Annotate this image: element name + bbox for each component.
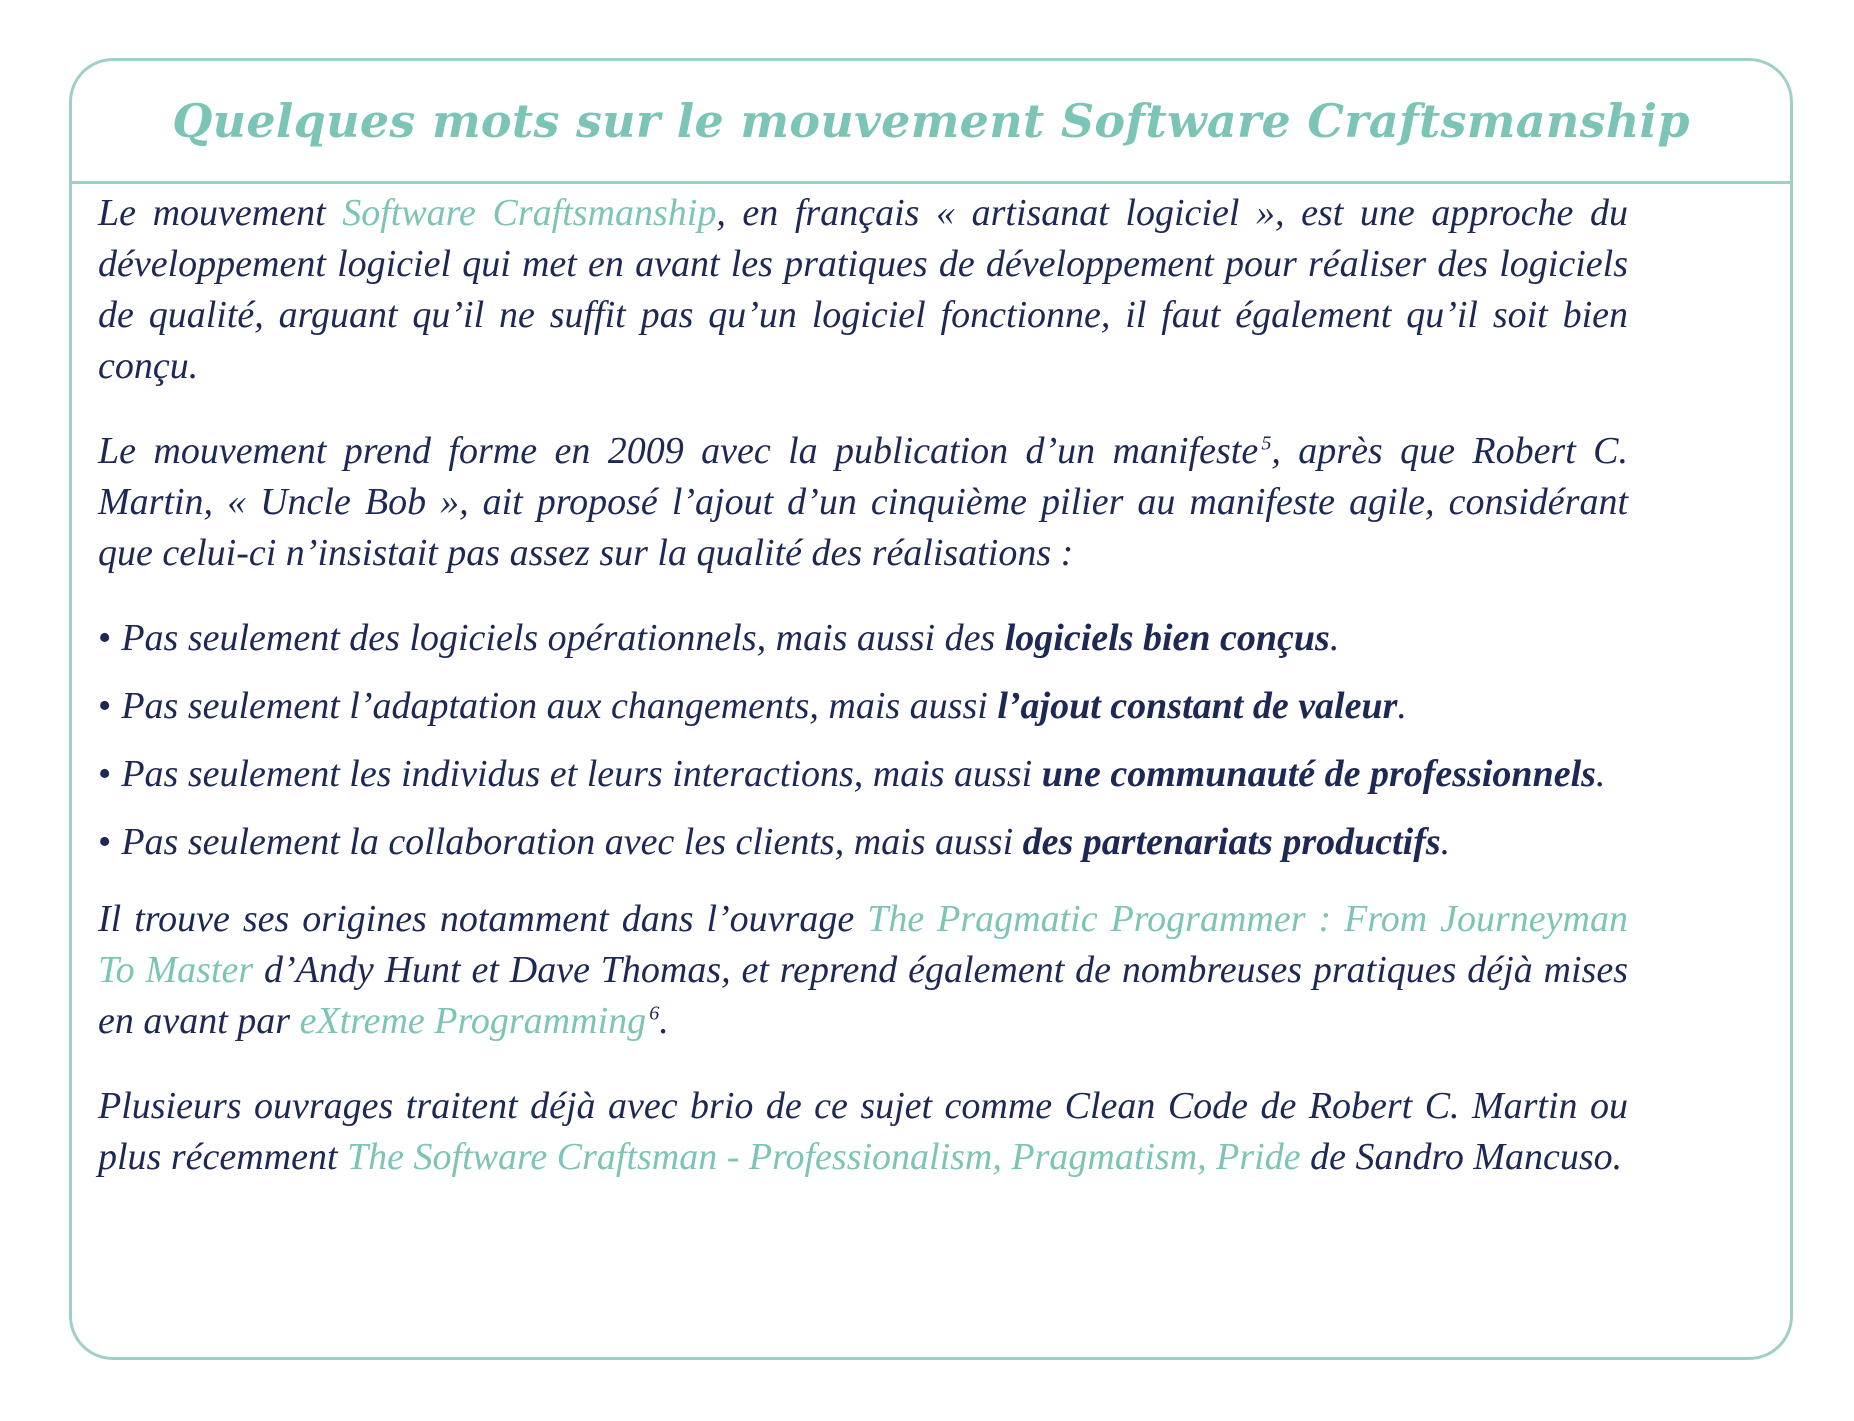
- text: d’Andy Hunt et Dave Thomas, et reprend également de nombreuses pratiques déjà mises en avant par: [98, 949, 1628, 1042]
- text: Le mouvement: [98, 192, 343, 234]
- list-item: [98, 681, 1628, 732]
- footnote-ref-5: 5: [1261, 432, 1272, 455]
- footnote-ref-6: 6: [649, 1002, 660, 1025]
- box-title: Quelques mots sur le mouvement Software Craftsmanship: [172, 94, 1690, 148]
- bullet-icon: •: [98, 821, 112, 863]
- text: .: [659, 1000, 669, 1042]
- text: Le mouvement prend forme en 2009 avec la publication d’un manifeste: [98, 430, 1259, 472]
- extreme-programming-link[interactable]: eXtreme Programming: [299, 1000, 647, 1042]
- software-craftsmanship-link[interactable]: Software Craftsmanship: [342, 192, 717, 234]
- text: .: [1329, 617, 1340, 659]
- text: .: [1440, 821, 1451, 863]
- text: .: [1595, 753, 1606, 795]
- emphasis: l’ajout constant de valeur: [997, 685, 1398, 727]
- list-item: [98, 749, 1628, 800]
- text: Pas seulement l’adaptation aux changements, mais aussi: [121, 685, 998, 727]
- bullet-icon: •: [98, 685, 112, 727]
- bullet-icon: •: [98, 753, 112, 795]
- paragraph-origins: [98, 894, 1628, 1047]
- text: Pas seulement les individus et leurs interactions, mais aussi: [121, 753, 1042, 795]
- text: Plusieurs ouvrages traitent déjà avec brio de ce sujet comme Clean Code de Robert C. Martin ou plus récemment: [98, 1085, 1628, 1178]
- text: Il trouve ses origines notamment dans l’ouvrage: [98, 898, 868, 940]
- text: , après que Robert C. Martin, « Uncle Bob », ait proposé l’ajout d’un cinquième pilier au manifeste agile, considérant que celui-ci n’insistait pas assez sur la qualité des réalisations :: [98, 430, 1629, 574]
- emphasis: une communauté de professionnels: [1041, 753, 1596, 795]
- manifesto-list: [98, 613, 1628, 868]
- text: de Sandro Mancuso.: [1300, 1136, 1623, 1178]
- paragraph-books: [98, 1081, 1628, 1183]
- box-body: [98, 188, 1628, 1217]
- box-header: [72, 61, 1790, 184]
- emphasis: logiciels bien conçus: [1004, 617, 1330, 659]
- text: , en français « artisanat logiciel », est une approche du développement logiciel qui met en avant les pratiques de développement pour réaliser des logiciels de qualité, arguant qu’il ne suffit pas qu’un logiciel fonctionne, il faut également qu’il soit bien conçu.: [98, 192, 1629, 387]
- paragraph-intro: [98, 188, 1628, 392]
- list-item: [98, 613, 1628, 664]
- pragmatic-programmer-link[interactable]: The Pragmatic Programmer : From Journeyman To Master: [98, 898, 1628, 991]
- emphasis: des partenariats productifs: [1022, 821, 1441, 863]
- text: Pas seulement des logiciels opérationnels, mais aussi des: [121, 617, 1005, 659]
- text: .: [1397, 685, 1407, 727]
- list-item: [98, 817, 1628, 868]
- text: Pas seulement la collaboration avec les clients, mais aussi: [121, 821, 1023, 863]
- software-craftsman-link[interactable]: The Software Craftsman - Professionalism, Pragmatism, Pride: [347, 1136, 1301, 1178]
- paragraph-history: [98, 426, 1628, 579]
- bullet-icon: •: [98, 617, 112, 659]
